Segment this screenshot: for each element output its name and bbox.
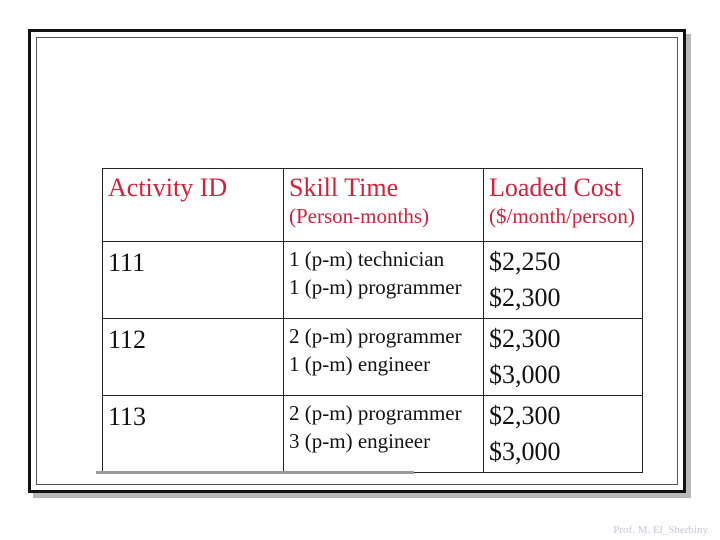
activity-id: 113 [108,402,147,431]
header-subtitle: (Person-months) [289,204,429,228]
header-activity-id [103,169,284,242]
table-row [103,242,643,319]
skill-line: 2 (p-m) programmer [289,401,462,425]
cell-loaded-cost [484,396,643,473]
table-row [103,319,643,396]
cell-skill-time [284,396,484,473]
table-underline-bar [96,471,414,474]
header-title: Loaded Cost [489,173,622,202]
cell-activity-id [103,319,284,396]
cell-skill-time [284,319,484,396]
cell-skill-time [284,242,484,319]
activity-id: 112 [108,325,147,354]
activity-skill-cost-table [102,168,643,473]
header-loaded-cost [484,169,643,242]
cost-line: $2,250 [489,247,561,276]
cell-activity-id [103,242,284,319]
skill-line: 1 (p-m) programmer [289,275,462,299]
cost-line: $2,300 [489,401,561,430]
header-skill-time [284,169,484,242]
cost-line: $3,000 [489,360,561,389]
skill-line: 3 (p-m) engineer [289,429,431,453]
header-title: Activity ID [108,173,228,202]
table-header-row [103,169,643,242]
table-row [103,396,643,473]
cell-loaded-cost [484,242,643,319]
header-subtitle: ($/month/person) [489,204,635,228]
cell-activity-id [103,396,284,473]
footer-credit: Prof. M. El_Sherbiny [613,524,708,536]
cost-line: $2,300 [489,324,561,353]
cost-line: $3,000 [489,437,561,466]
activity-id: 111 [108,248,146,277]
skill-line: 1 (p-m) engineer [289,352,431,376]
header-title: Skill Time [289,173,399,202]
cost-line: $2,300 [489,283,561,312]
skill-line: 1 (p-m) technician [289,247,445,271]
cell-loaded-cost [484,319,643,396]
skill-line: 2 (p-m) programmer [289,324,462,348]
